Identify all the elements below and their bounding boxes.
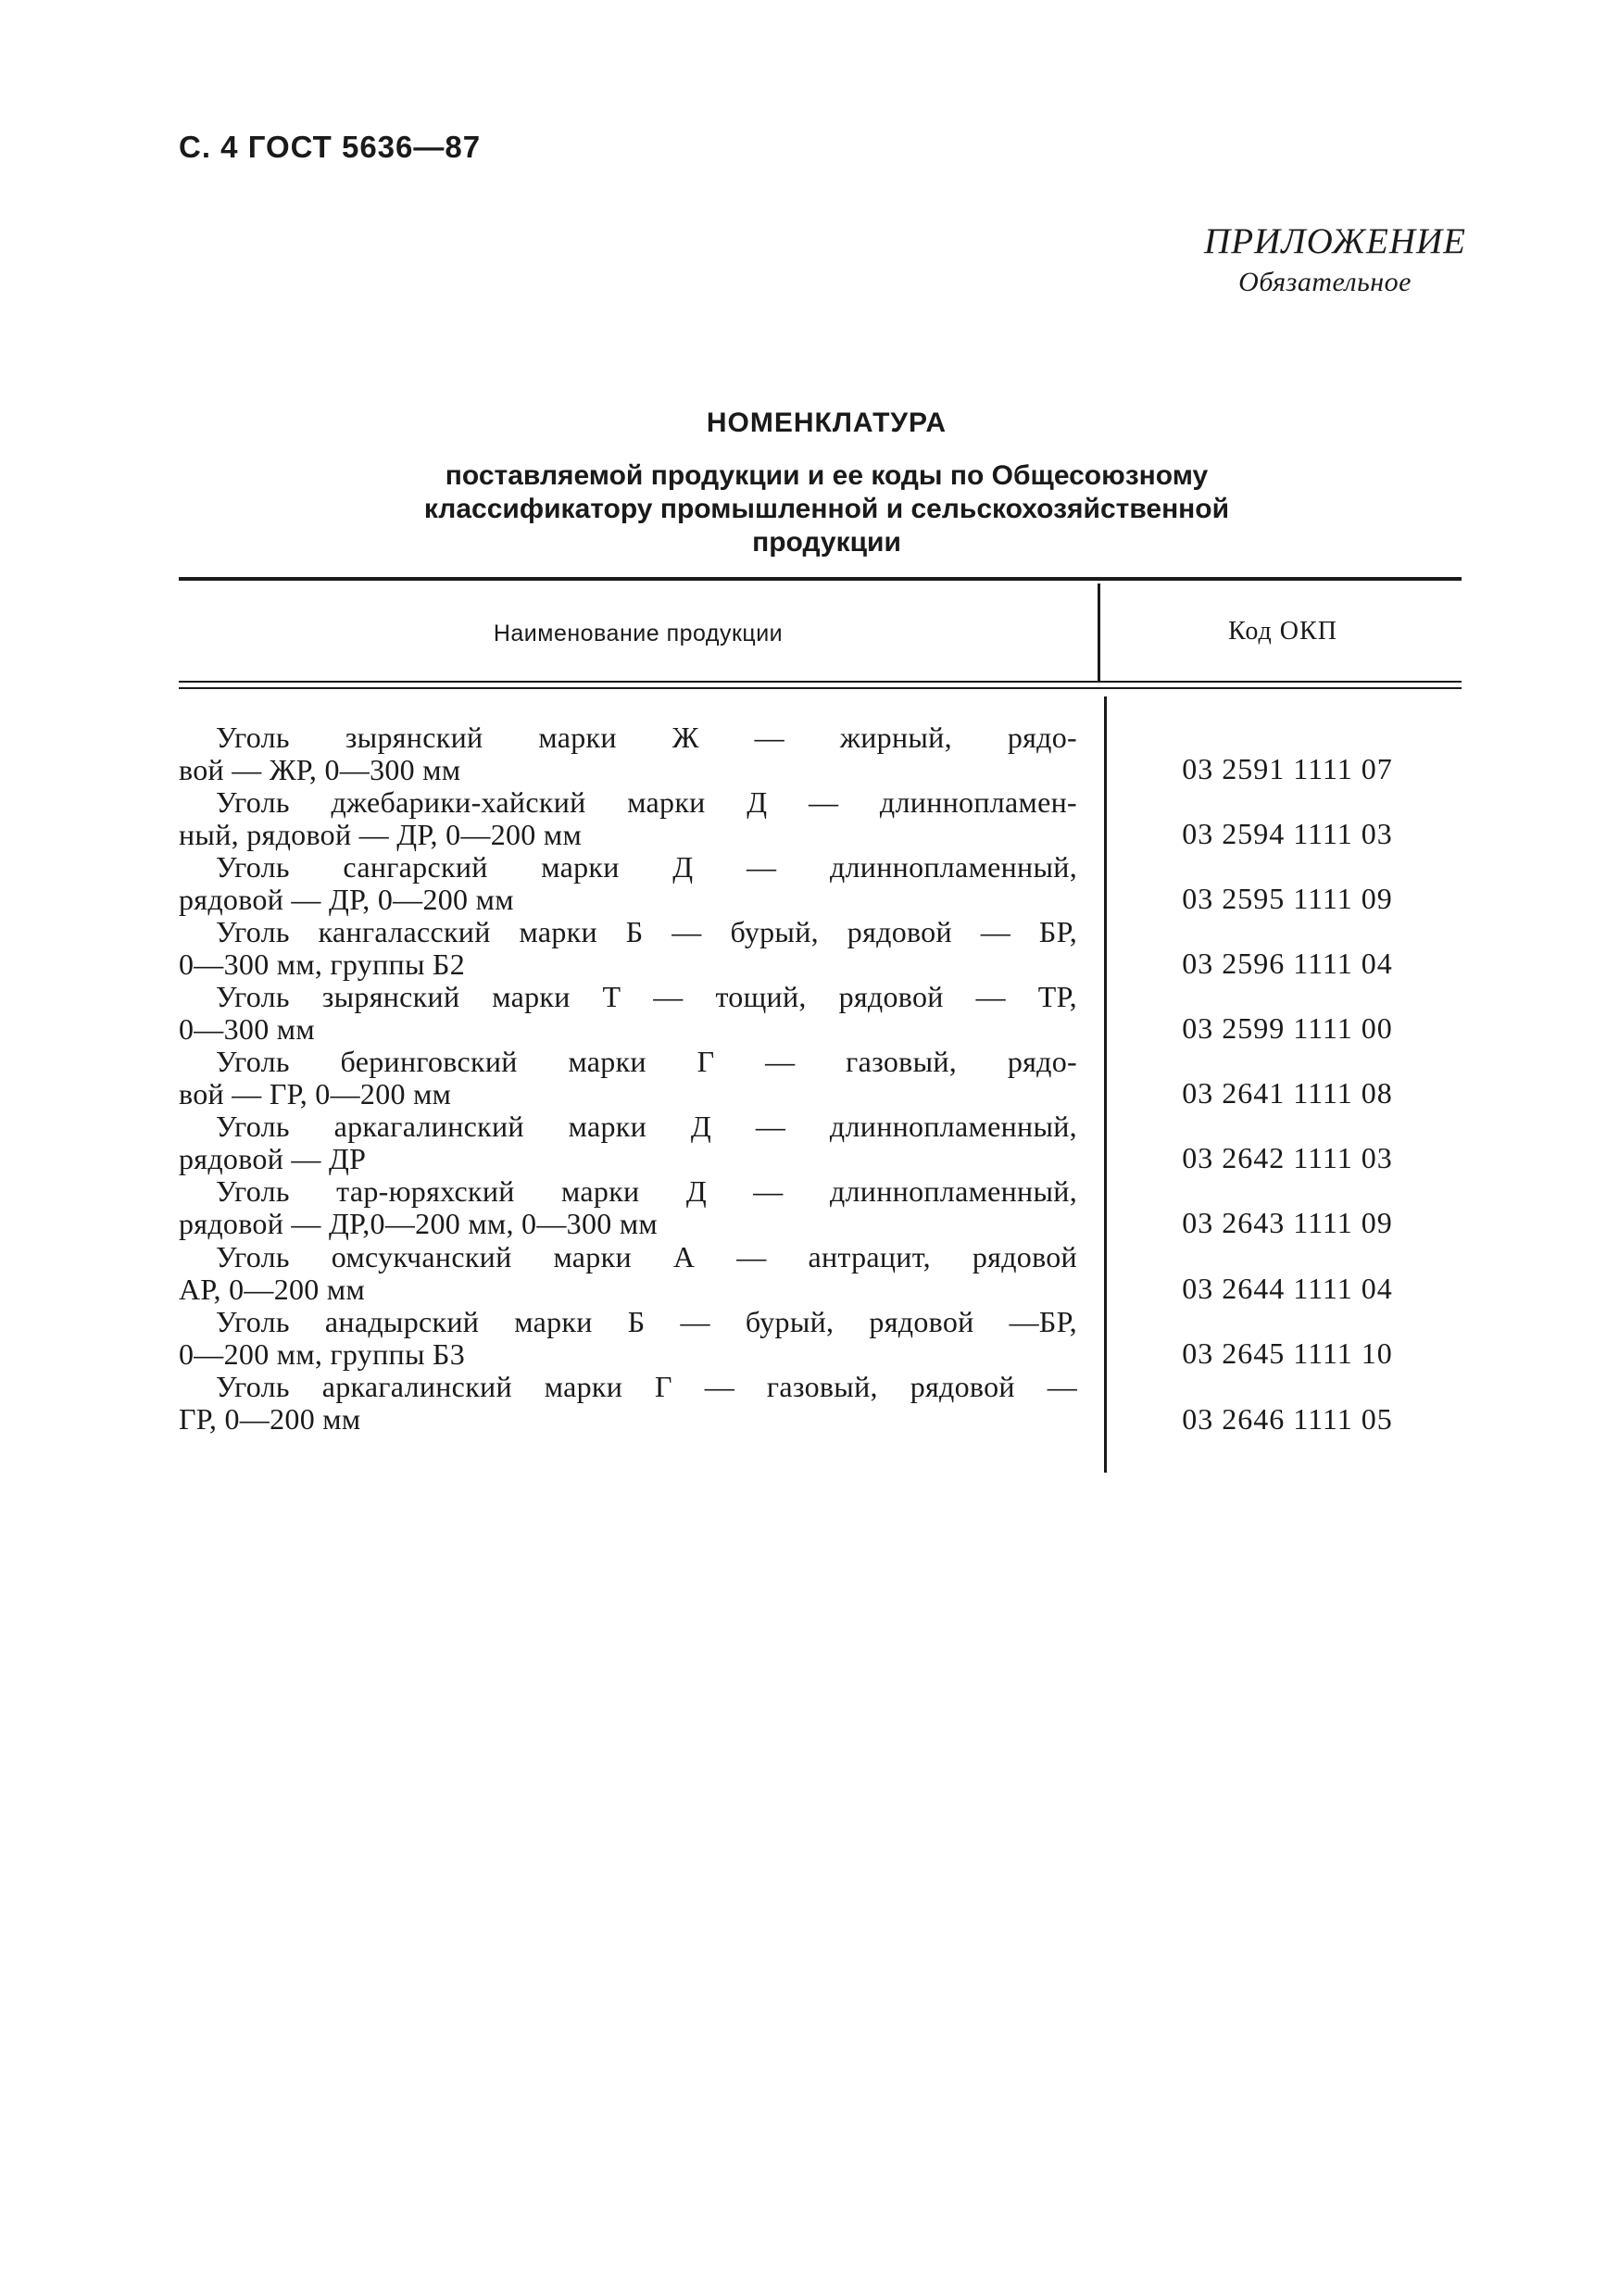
table-row-name: Уголь анадырский марки Б — бурый, рядовой —БР, 0—200 мм, группы Б3 <box>179 1305 1077 1371</box>
table-top-rule <box>179 577 1462 581</box>
table-row-name: Уголь сангарский марки Д — длиннопламенный, рядовой — ДР, 0—200 мм <box>179 850 1077 916</box>
table-row-name: Уголь аркагалинский марки Д — длиннопламенный, рядовой — ДР <box>179 1110 1077 1175</box>
table-row-name: Уголь кангаласский марки Б — бурый, рядовой — БР, 0—300 мм, группы Б2 <box>179 915 1077 981</box>
document-title: НОМЕНКЛАТУРА <box>706 408 948 438</box>
table-row-name: Уголь омсукчанский марки А — антрацит, рядовой АР, 0—200 мм <box>179 1240 1077 1306</box>
table-row-code: 03 2591 1111 07 <box>1182 752 1393 785</box>
table-row-name: Уголь зырянский марки Ж — жирный, рядо- вой — ЖР, 0—300 мм <box>179 721 1077 786</box>
appendix-title: ПРИЛОЖЕНИЕ <box>1204 221 1466 261</box>
column-header-code: Код ОКП <box>1228 617 1337 646</box>
table-header-divider <box>1098 583 1100 681</box>
table-row-code: 03 2642 1111 03 <box>1182 1141 1393 1174</box>
column-header-name: Наименование продукции <box>493 621 784 646</box>
table-body-divider <box>1104 696 1107 1473</box>
appendix-status: Обязательное <box>1238 267 1412 297</box>
table-row-name: Уголь беринговский марки Г — газовый, рядо- вой — ГР, 0—200 мм <box>179 1045 1077 1110</box>
table-row-code: 03 2643 1111 09 <box>1182 1206 1393 1239</box>
table-row-name: Уголь джебарики-хайский марки Д — длиннопламен- ный, рядовой — ДР, 0—200 мм <box>179 785 1077 851</box>
page-header: С. 4 ГОСТ 5636—87 <box>179 130 482 164</box>
table-row-code: 03 2594 1111 03 <box>1182 817 1393 850</box>
table-row-code: 03 2646 1111 05 <box>1182 1402 1393 1436</box>
table-row-code: 03 2599 1111 00 <box>1182 1011 1393 1045</box>
table-row-code: 03 2645 1111 10 <box>1182 1336 1393 1370</box>
table-row-code: 03 2641 1111 08 <box>1182 1076 1393 1110</box>
table-row-code: 03 2596 1111 04 <box>1182 947 1393 980</box>
table-header-rule-double <box>179 687 1462 689</box>
table-row-code: 03 2644 1111 04 <box>1182 1272 1393 1305</box>
table-row-code: 03 2595 1111 09 <box>1182 882 1393 915</box>
table-row-name: Уголь аркагалинский марки Г — газовый, рядовой — ГР, 0—200 мм <box>179 1370 1077 1436</box>
table-row-name: Уголь тар-юряхский марки Д — длиннопламенный, рядовой — ДР,0—200 мм, 0—300 мм <box>179 1174 1077 1240</box>
table-header-rule <box>179 681 1462 683</box>
table-row-name: Уголь зырянский марки Т — тощий, рядовой — ТР, 0—300 мм <box>179 980 1077 1046</box>
document-subtitle: поставляемой продукции и ее коды по Общесоюзному классификатору промышленной и сельскохозяйственной продукции <box>423 460 1230 558</box>
